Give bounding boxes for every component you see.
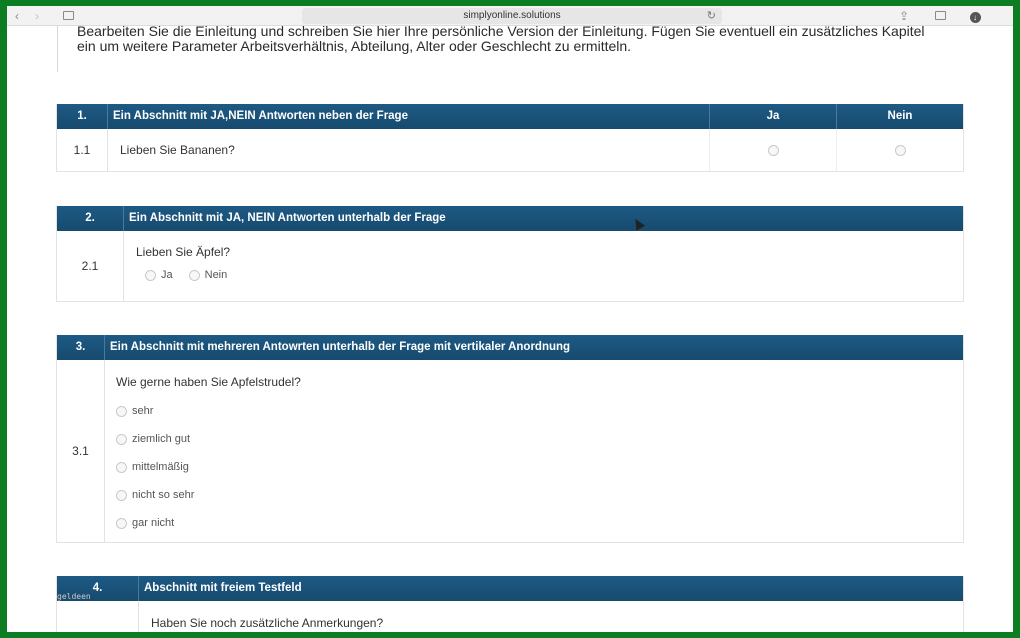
option-label: ziemlich gut — [132, 433, 191, 445]
option-nicht-so-sehr[interactable] — [116, 481, 963, 509]
section-2 — [56, 206, 964, 302]
column-header-yes: Ja — [709, 104, 836, 129]
radio-no[interactable] — [895, 145, 906, 156]
radio-no[interactable] — [189, 270, 200, 281]
question-text: Wie gerne haben Sie Apfelstrudel? — [116, 375, 301, 389]
intro-line-1: Bearbeiten Sie die Einleitung und schreiben Sie hier Ihre persönliche Version der Einleitung. Fügen Sie eventuell ein zusätzliches Kapitel — [77, 23, 925, 39]
question-number-cell — [57, 601, 139, 632]
section-1-header — [57, 104, 963, 129]
intro-text — [57, 23, 957, 72]
watermark: geldeen — [57, 592, 91, 601]
reload-icon[interactable]: ↻ — [706, 10, 716, 22]
option-yes[interactable] — [145, 269, 173, 281]
question-number: 2.1 — [57, 231, 124, 301]
question-row — [57, 231, 963, 301]
sidebar-icon[interactable] — [61, 8, 75, 24]
question-text: Haben Sie noch zusätzliche Anmerkungen? — [151, 616, 384, 630]
section-title: Abschnitt mit freiem Testfeld — [144, 582, 302, 594]
radio-yes[interactable] — [768, 145, 779, 156]
back-icon[interactable]: ‹ — [15, 9, 19, 23]
share-icon[interactable]: ⇪ — [898, 9, 910, 23]
option-sehr[interactable] — [116, 397, 963, 425]
option-mittelmassig[interactable] — [116, 453, 963, 481]
option-label: Nein — [204, 269, 228, 281]
column-header-no: Nein — [836, 104, 963, 129]
section-2-header — [57, 206, 963, 231]
section-3 — [56, 335, 964, 543]
section-4-header — [57, 576, 963, 601]
question-number: 3.1 — [57, 360, 105, 542]
radio[interactable] — [116, 490, 127, 501]
option-gar-nicht[interactable] — [116, 509, 963, 537]
question-row — [57, 601, 963, 632]
question-text: Lieben Sie Äpfel? — [136, 245, 231, 259]
option-label: mittelmäßig — [132, 461, 189, 473]
option-label: Ja — [161, 269, 173, 281]
url-text: simplyonline.solutions — [463, 10, 561, 21]
section-number: 1. — [57, 104, 108, 129]
section-number: 4. — [57, 576, 139, 601]
radio[interactable] — [116, 518, 127, 529]
question-text: Lieben Sie Bananen? — [120, 143, 235, 157]
question-cell — [124, 231, 963, 301]
radio-yes[interactable] — [145, 270, 156, 281]
section-number: 3. — [57, 335, 105, 360]
section-title: Ein Abschnitt mit JA,NEIN Antworten neben der Frage — [113, 110, 408, 122]
option-label: gar nicht — [132, 517, 175, 529]
answer-options — [116, 397, 963, 537]
section-3-header — [57, 335, 963, 360]
option-ziemlich-gut[interactable] — [116, 425, 963, 453]
section-4 — [56, 576, 964, 632]
radio[interactable] — [116, 462, 127, 473]
option-label: nicht so sehr — [132, 489, 195, 501]
section-title: Ein Abschnitt mit JA, NEIN Antworten unterhalb der Frage — [129, 212, 446, 224]
browser-window — [7, 6, 1013, 632]
option-label: sehr — [132, 405, 154, 417]
intro-line-2: ein um weitere Parameter Arbeitsverhältnis, Abteilung, Alter oder Geschlecht zu ermitteln. — [77, 38, 632, 54]
option-no[interactable] — [189, 269, 228, 281]
question-row — [57, 129, 963, 171]
question-cell — [105, 360, 963, 542]
question-number: 1.1 — [57, 129, 108, 171]
yes-cell — [709, 129, 836, 171]
no-cell — [836, 129, 963, 171]
radio[interactable] — [116, 434, 127, 445]
section-title: Ein Abschnitt mit mehreren Antowrten unterhalb der Frage mit vertikaler Anordnung — [110, 341, 571, 353]
section-1 — [56, 104, 964, 172]
section-number: 2. — [57, 206, 124, 231]
question-row — [57, 360, 963, 542]
radio[interactable] — [116, 406, 127, 417]
answer-options — [145, 269, 963, 281]
download-icon[interactable]: ↓ — [968, 8, 982, 24]
forward-icon[interactable]: › — [35, 9, 39, 23]
